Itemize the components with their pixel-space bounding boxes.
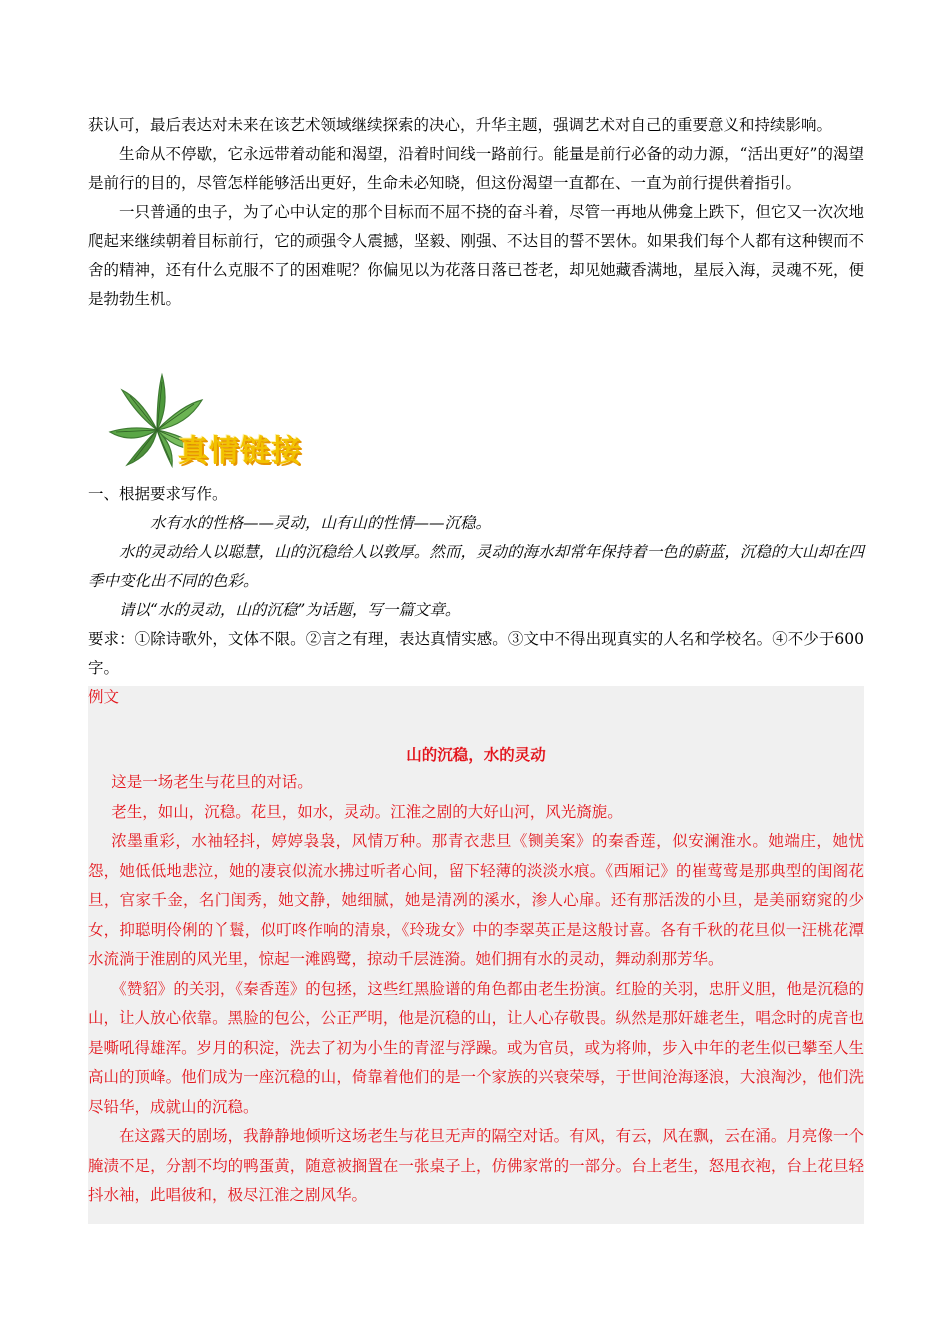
essay-paragraph-3: 浓墨重彩，水袖轻抖，婷婷袅袅，风情万种。那青衣悲旦《铡美案》的秦香莲，似安澜淮水。她端庄，她忧怨，她低低地悲泣，她的凄哀似流水拂过听者心间，留下轻薄的淡淡水痕。《西厢记》的崔莺莺是那典型的闺阁花旦，官家千金，名门闺秀，她文静，她细腻，她是清冽的溪水，渗人心扉。还有那活泼的小旦，是美丽窈窕的少女，抑聪明伶俐的丫鬟，似叮咚作响的清泉，《玲珑女》中的李翠英正是这般讨喜。各有千秋的花旦似一汪桃花潭水流淌于淮剧的风光里，惊起一滩鸥鹭，掠动千层涟漪。她们拥有水的灵动，舞动刹那芳华。 xyxy=(88,832,864,968)
section-banner xyxy=(102,370,362,470)
task-requirements: 要求：①除诗歌外，文体不限。②言之有理，表达真情实感。③文中不得出现真实的人名和学校名。④不少于600字。 xyxy=(88,630,864,677)
task-line-2: 水的灵动给人以聪慧，山的沉稳给人以敦厚。然而，灵动的海水却常年保持着一色的蔚蓝，沉稳的大山却在四季中变化出不同的色彩。 xyxy=(88,543,864,590)
intro-paragraph-0: 获认可，最后表达对未来在该艺术领域继续探索的决心，升华主题，强调艺术对自己的重要意义和持续影响。 xyxy=(88,116,833,134)
essay-body xyxy=(88,768,864,1211)
sample-essay-box xyxy=(88,686,864,1224)
essay-title: 山的沉稳，水的灵动 xyxy=(406,746,546,764)
intro-paragraph-1: 生命从不停歇，它永远带着动能和渴望，沿着时间线一路前行。能量是前行必备的动力源，“活出更好”的渴望是前行的目的，尽管怎样能够活出更好，生命未必知晓，但这份渴望一直都在、一直为前行提供着指引。 xyxy=(88,145,864,192)
essay-paragraph-4: 《赞貂》的关羽，《秦香莲》的包拯，这些红黑脸谱的角色都由老生扮演。红脸的关羽，忠肝义胆，他是沉稳的山，让人放心依靠。黑脸的包公，公正严明，他是沉稳的山，让人心存敬畏。纵然是那奸雄老生，唱念时的虎音也是嘶吼得雄浑。岁月的积淀，洗去了初为小生的青涩与浮躁。或为官员，或为将帅，步入中年的老生似已攀至人生高山的顶峰。他们成为一座沉稳的山，倚靠着他们的是一个家族的兴衰荣辱，于世间沧海逐浪，大浪淘沙，他们洗尽铅华，成就山的沉稳。 xyxy=(88,979,864,1116)
intro-section xyxy=(88,111,864,314)
task-line-3: 请以“水的灵动，山的沉稳”为话题，写一篇文章。 xyxy=(119,601,461,619)
banner-title: 真情链接 xyxy=(178,434,302,469)
essay-paragraph-2: 老生，如山，沉稳。花旦，如水，灵动。江淮之剧的大好山河，风光旖旎。 xyxy=(111,802,623,821)
task-heading: 一、根据要求写作。 xyxy=(88,485,228,503)
essay-paragraph-5: 在这露天的剧场，我静静地倾听这场老生与花旦无声的隔空对话。有风，有云，风在飘，云在涌。月亮像一个腌渍不足，分割不均的鸭蛋黄，随意被搁置在一张桌子上，仿佛家常的一部分。台上老生，怒甩衣袍，台上花旦轻抖水袖，此唱彼和，极尽江淮之剧风华。 xyxy=(88,1127,864,1204)
intro-paragraph-2: 一只普通的虫子，为了心中认定的那个目标而不屈不挠的奋斗着，尽管一再地从佛龛上跌下，但它又一次次地爬起来继续朝着目标前行，它的顽强令人震撼，坚毅、刚强、不达目的誓不罢休。如果我们每个人都有这种锲而不舍的精神，还有什么克服不了的困难呢？你偏见以为花落日落已苍老，却见她藏香满地，星辰入海，灵魂不死，便是勃勃生机。 xyxy=(88,203,864,308)
sample-label: 例文 xyxy=(88,688,120,706)
task-line-1: 水有水的性格——灵动，山有山的性情——沉稳。 xyxy=(150,514,492,532)
essay-paragraph-1: 这是一场老生与花旦的对话。 xyxy=(111,773,313,791)
writing-task xyxy=(88,480,864,683)
